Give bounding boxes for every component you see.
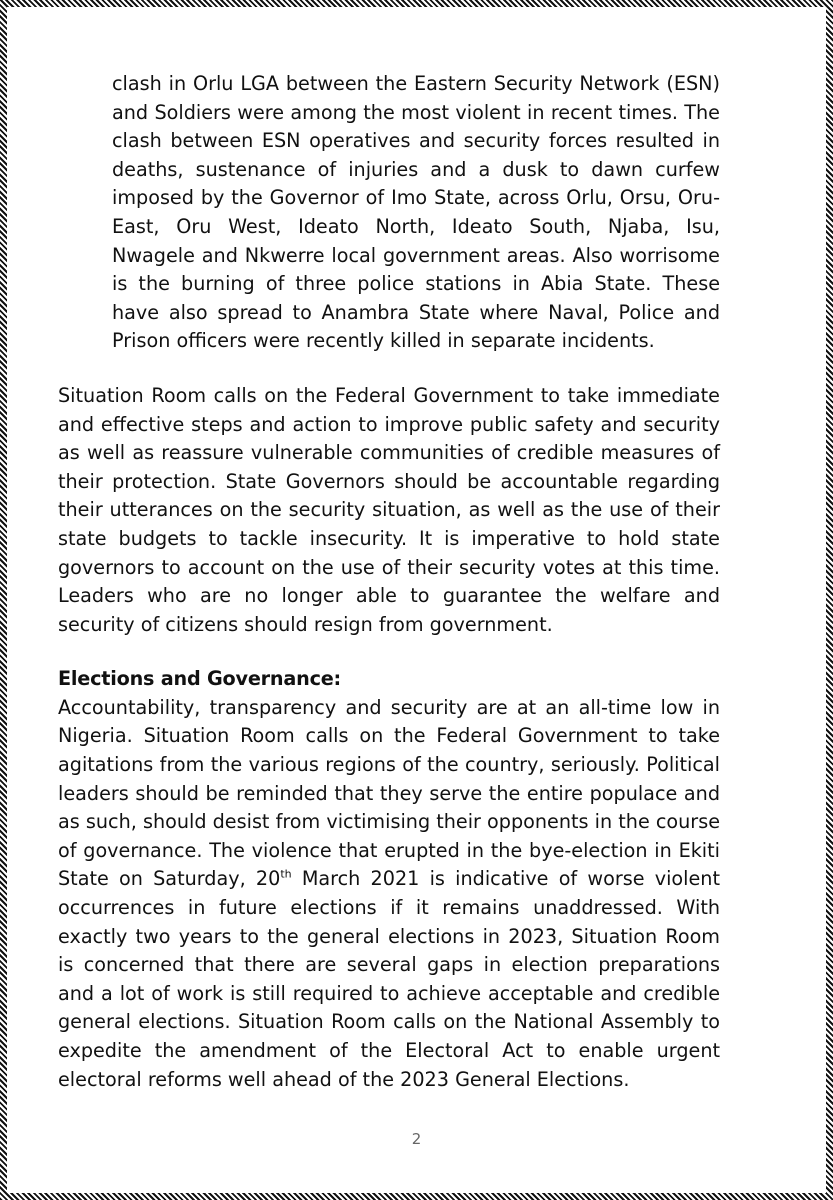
indented-paragraph: clash in Orlu LGA between the Eastern Security Network (ESN) and Soldiers were among the most violent in recent times. The clash between ESN operatives and security forces resulted in deaths, sustenance of injuries and a dusk to dawn curfew imposed by the Governor of Imo State, across Orlu, Orsu, Oru-East, Oru West, Ideato North, Ideato South, Njaba, Isu, Nwagele and Nkwerre local government areas. Also worrisome is the burning of three police stations in Abia State. These have also spread to Anambra State where Naval, Police and Prison officers were recently killed in separate incidents. (112, 72, 720, 353)
page-number: 2 (411, 1130, 422, 1148)
paragraph-security: Situation Room calls on the Federal Government to take immediate and effective steps and action to improve public safety and security as well as reassure vulnerable communities of credible measures of their protection. State Governors should be accountable regarding their utterances on the security situation, as well as the use of their state budgets to tackle insecurity. It is imperative to hold state governors to account on the use of their security votes at this time. Leaders who are no longer able to guarantee the welfare and security of citizens should resign from government. (58, 383, 720, 636)
document-body (58, 70, 720, 1094)
paragraph-elections-part2: March 2021 is indicative of worse violent occurrences in future elections if it remains unaddressed. With exactly two years to the general elections in 2023, Situation Room is concerned that there are several gaps in election preparations and a lot of work is still required to achieve acceptable and credible general elections. Situation Room calls on the National Assembly to expedite the amendment of the Electoral Act to enable urgent electoral reforms well ahead of the 2023 General Elections. (58, 867, 720, 1091)
paragraph-elections (58, 694, 720, 1094)
paragraph-elections-part1: Accountability, transparency and security are at an all-time low in Nigeria. Situation Room calls on the Federal Government to take agitations from the various regions of the country, seriously. Political leaders should be reminded that they serve the entire populace and as such, should desist from victimising their opponents in the course of governance. The violence that erupted in the bye-election in Ekiti State on Saturday, 20 (58, 695, 720, 891)
ordinal-suffix: th (280, 868, 292, 882)
section-heading: Elections and Governance: (58, 667, 342, 691)
